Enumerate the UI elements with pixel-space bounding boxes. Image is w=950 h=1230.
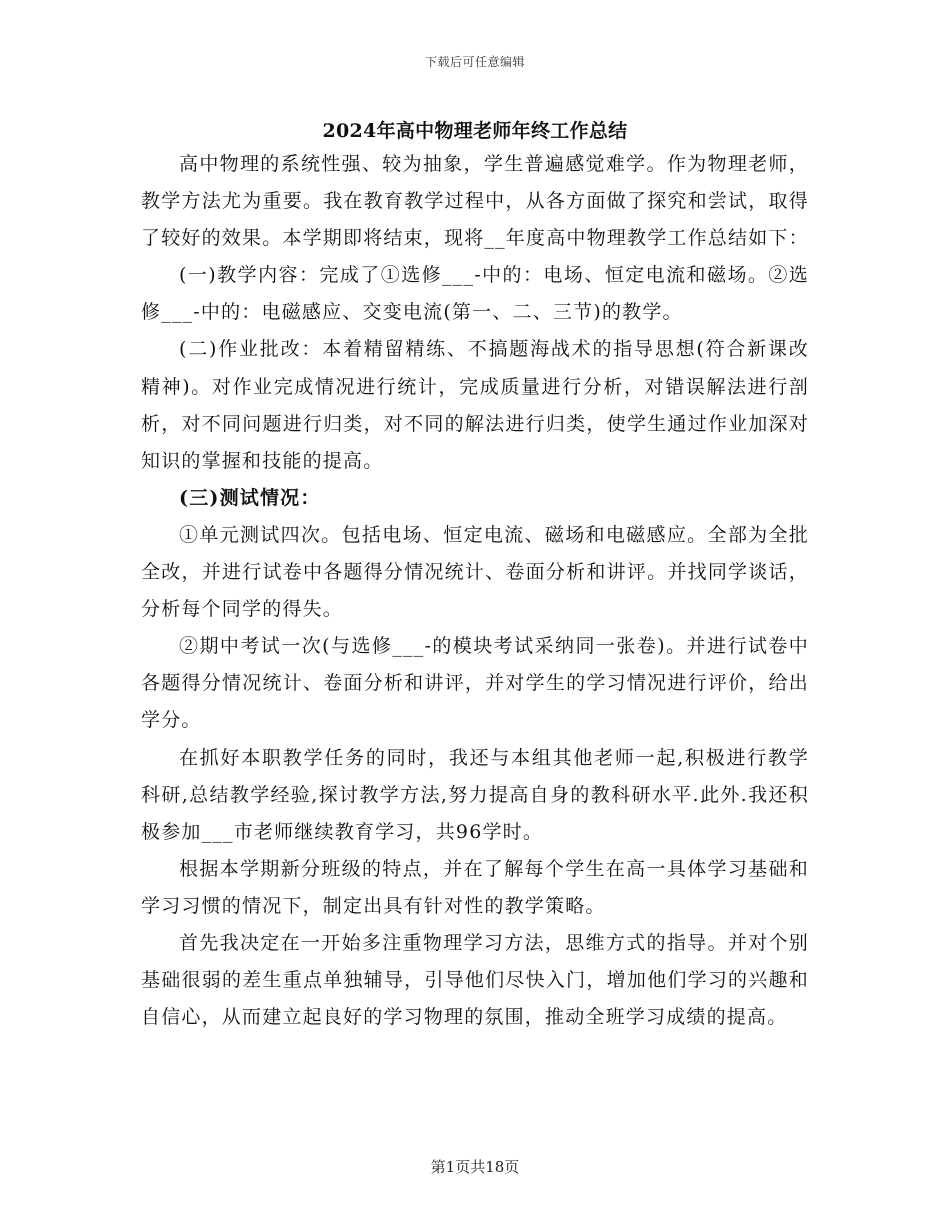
- section-heading-testing: (三)测试情况：: [179, 486, 321, 509]
- page-header-note: 下载后可任意编辑: [424, 55, 525, 69]
- page-number: 第1页共18页: [430, 1158, 520, 1176]
- paragraph-methods: 首先我决定在一开始多注重物理学习方法，思维方式的指导。并对个别基础很弱的差生重点单独辅导，引导他们尽快入门，增加他们学习的兴趣和自信心，从而建立起良好的学习物理的氛围，推动全班学习成绩的提高。: [141, 931, 809, 1029]
- paragraph-homework: (二)作业批改：本着精留精练、不搞题海战术的指导思想(符合新课改精神)。对作业完成情况进行统计，完成质量进行分析，对错误解法进行剖析，对不同问题进行归类，对不同的解法进行归类，使学生通过作业加深对知识的掌握和技能的提高。: [141, 338, 809, 472]
- paragraph-strategy: 根据本学期新分班级的特点，并在了解每个学生在高一具体学习基础和学习习惯的情况下，制定出具有针对性的教学策略。: [141, 857, 809, 917]
- paragraph-research: 在抓好本职教学任务的同时，我还与本组其他老师一起,积极进行教学科研,总结教学经验,探讨教学方法,努力提高自身的教科研水平.此外.我还积极参加___市老师继续教育学习，共96学时。: [141, 746, 809, 843]
- paragraph-teaching-content: (一)教学内容：完成了①选修___-中的：电场、恒定电流和磁场。②选修___-中的：电磁感应、交变电流(第一、二、三节)的教学。: [141, 264, 809, 324]
- paragraph-intro: 高中物理的系统性强、较为抽象，学生普遍感觉难学。作为物理老师，教学方法尤为重要。我在教育教学过程中，从各方面做了探究和尝试，取得了较好的效果。本学期即将结束，现将__年度高中物理教学工作总结如下：: [141, 153, 809, 250]
- document-title: 2024年高中物理老师年终工作总结: [322, 120, 628, 142]
- paragraph-unit-tests: ①单元测试四次。包括电场、恒定电流、磁场和电磁感应。全部为全批全改，并进行试卷中各题得分情况统计、卷面分析和讲评。并找同学谈话，分析每个同学的得失。: [141, 523, 809, 621]
- document-body: [141, 146, 809, 1036]
- paragraph-midterm: ②期中考试一次(与选修___-的模块考试采纳同一张卷)。并进行试卷中各题得分情况统计、卷面分析和讲评，并对学生的学习情况进行评价，给出学分。: [141, 635, 809, 732]
